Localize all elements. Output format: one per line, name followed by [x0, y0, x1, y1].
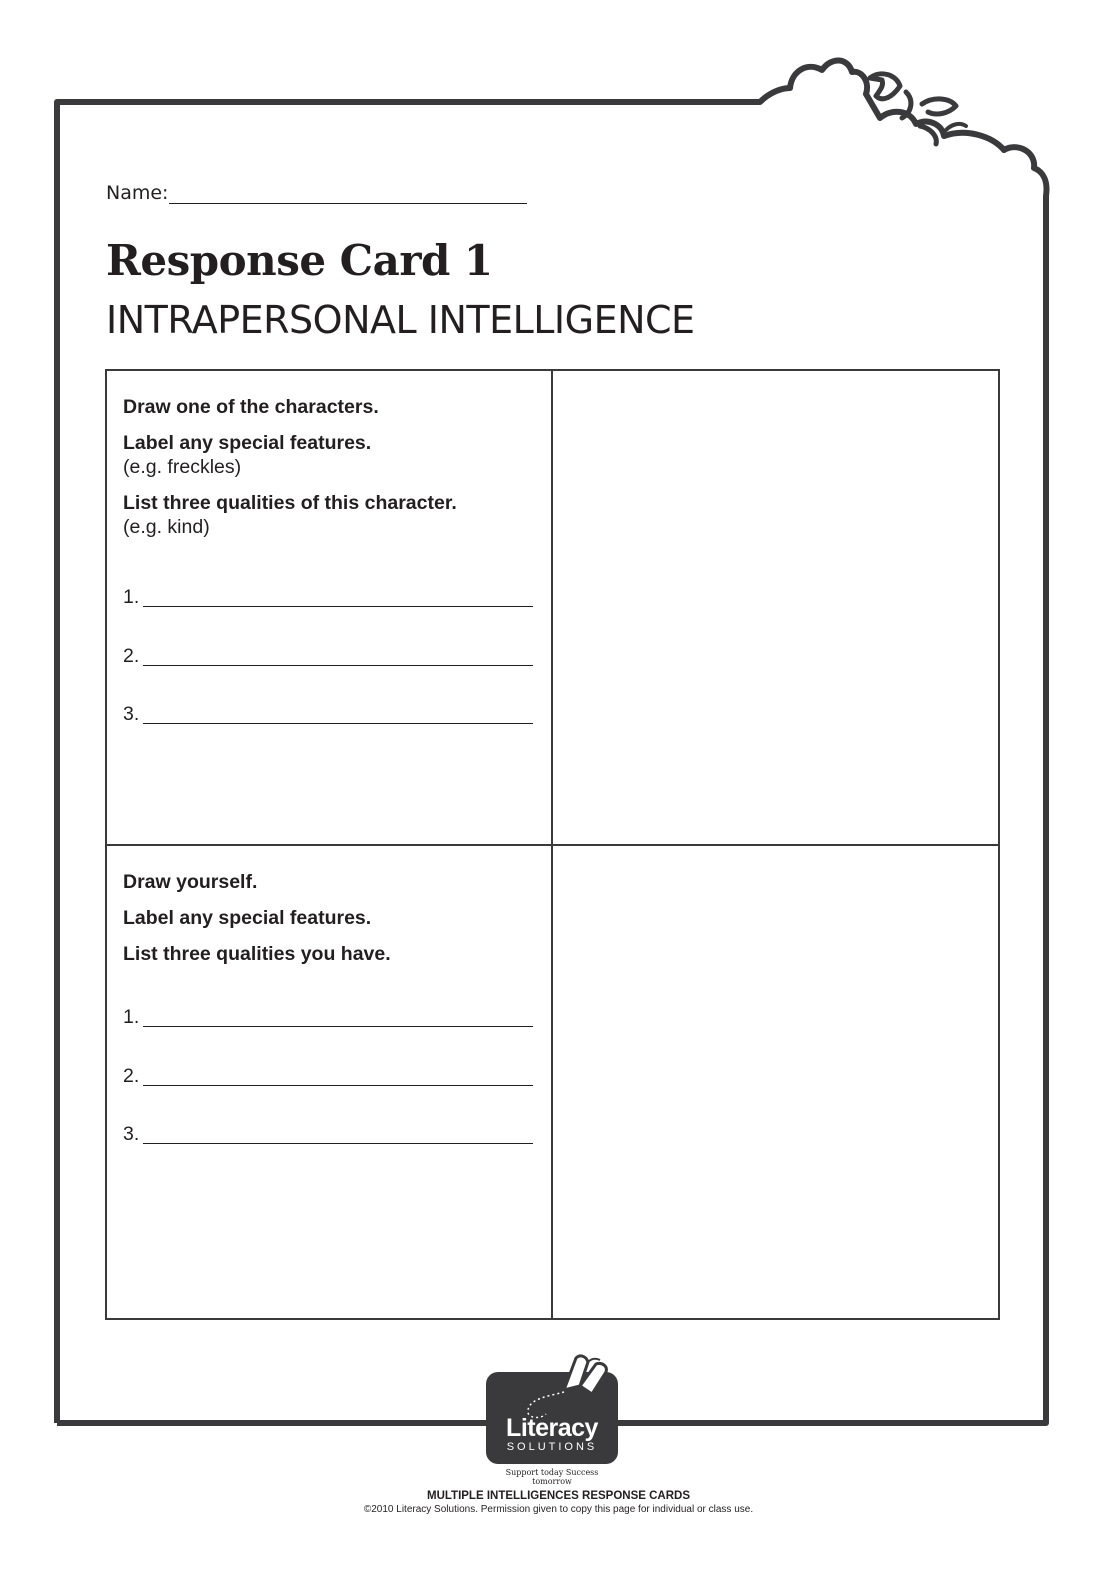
answer-rule[interactable] [143, 645, 533, 666]
response-grid [105, 369, 1000, 1320]
character-prompt-cell [107, 371, 553, 846]
quality-line-1[interactable] [123, 586, 533, 609]
name-field-row [106, 182, 527, 204]
prompt-label-features: Label any special features. [123, 907, 372, 929]
quality-line-3[interactable] [123, 703, 533, 726]
logo-word: Literacy [506, 1414, 598, 1442]
answer-rule[interactable] [143, 1065, 533, 1086]
character-drawing-area[interactable] [553, 371, 998, 846]
line-number: 1. [123, 1006, 140, 1028]
logo-tagline: Support today Success tomorrow [505, 1468, 599, 1486]
logo-sub: SOLUTIONS [506, 1441, 598, 1453]
prompt-list-own-qualities: List three qualities you have. [123, 943, 391, 965]
line-number: 2. [123, 645, 140, 667]
footer-copyright: ©2010 Literacy Solutions. Permission given to copy this page for individual or class use. [363, 1504, 754, 1515]
line-number: 2. [123, 1065, 140, 1087]
leaf-decoration [920, 126, 936, 144]
name-label: Name: [106, 182, 169, 204]
leaf-decoration [922, 99, 956, 114]
page-title: Response Card 1 [106, 236, 493, 285]
character-prompts [123, 395, 535, 551]
prompt-draw-character: Draw one of the characters. [123, 396, 379, 418]
quality-line-2[interactable] [123, 645, 533, 668]
answer-rule[interactable] [143, 1123, 533, 1144]
line-number: 3. [123, 1123, 140, 1145]
leaf-decoration [870, 74, 900, 99]
line-number: 1. [123, 586, 140, 608]
answer-rule[interactable] [143, 1006, 533, 1027]
self-drawing-area[interactable] [553, 846, 998, 1318]
line-number: 3. [123, 703, 140, 725]
answer-rule[interactable] [143, 703, 533, 724]
self-prompt-cell [107, 846, 553, 1318]
example-freckles: (e.g. freckles) [123, 456, 242, 478]
self-quality-line-3[interactable] [123, 1123, 533, 1146]
example-kind: (e.g. kind) [123, 516, 210, 538]
prompt-draw-yourself: Draw yourself. [123, 871, 258, 893]
leaf-decoration [902, 92, 911, 118]
prompt-list-qualities: List three qualities of this character. [123, 492, 457, 514]
leaf-decoration [946, 124, 966, 130]
literacy-solutions-logo [486, 1344, 626, 1484]
answer-rule[interactable] [143, 586, 533, 607]
page-subtitle: INTRAPERSONAL INTELLIGENCE [106, 298, 695, 342]
self-quality-line-2[interactable] [123, 1065, 533, 1088]
footer-title: MULTIPLE INTELLIGENCES RESPONSE CARDS [426, 1490, 691, 1502]
prompt-label-features: Label any special features. [123, 432, 372, 454]
self-quality-line-1[interactable] [123, 1006, 533, 1029]
self-prompts [123, 870, 535, 978]
name-input-line[interactable] [169, 185, 527, 204]
